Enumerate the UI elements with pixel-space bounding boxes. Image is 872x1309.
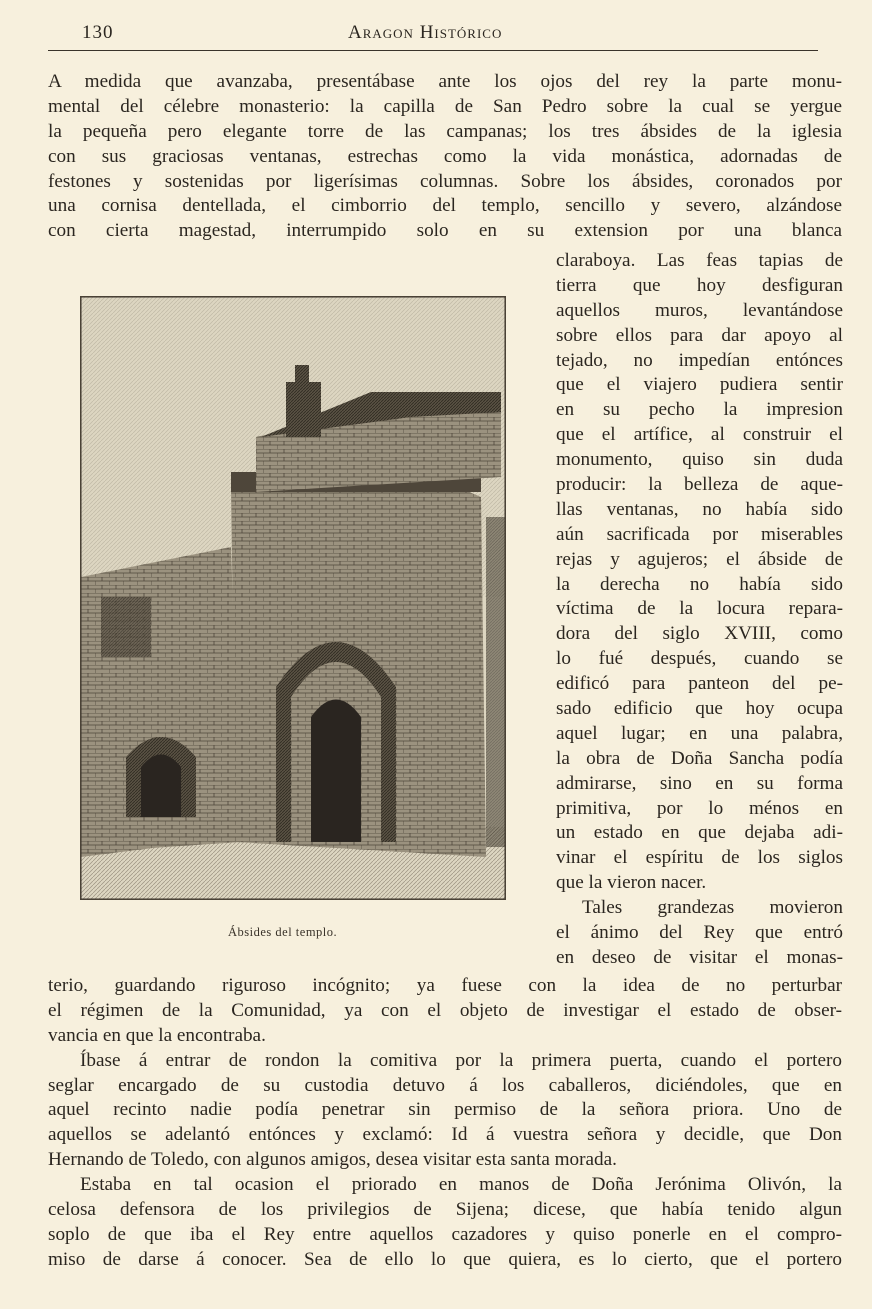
text-line: con cierta magestad, interrumpido solo en su extension por una blanca bbox=[48, 220, 842, 242]
text-line: Hernando de Toledo, con algunos amigos, desea visitar esta santa morada. bbox=[48, 1149, 617, 1171]
text-line: claraboya. Las feas tapias de bbox=[556, 250, 843, 271]
text-line: monumento, quiso sin duda bbox=[556, 449, 843, 471]
text-line: la obra de Doña Sancha podía bbox=[556, 747, 843, 769]
text-line: en deseo de visitar el monas- bbox=[556, 946, 843, 968]
top-paragraph bbox=[48, 70, 842, 244]
engraving-illustration bbox=[80, 296, 506, 900]
text-line: Íbase á entrar de rondon la comitiva por la primera puerta, cuando el portero bbox=[80, 1049, 842, 1071]
text-line: la pequeña pero elegante torre de las campanas; los tres ábsides de la iglesia bbox=[48, 120, 842, 142]
text-line: rejas y agujeros; el ábside de bbox=[556, 548, 843, 570]
figure-caption: Ábsides del templo. bbox=[228, 925, 338, 939]
text-line: festones y sostenidas por ligerísimas columnas. Sobre los ábsides, coronados por bbox=[48, 170, 842, 192]
text-line: sado edificio que hoy ocupa bbox=[556, 698, 843, 720]
text-line: aquellos muros, levantándose bbox=[556, 299, 843, 321]
page-number: 130 bbox=[82, 22, 114, 43]
bottom-paragraphs bbox=[48, 974, 842, 1273]
text-line: tejado, no impedían entónces bbox=[556, 349, 843, 371]
text-line: víctima de la locura repara- bbox=[556, 598, 843, 620]
text-line: mental del célebre monasterio: la capilla de San Pedro sobre la cual se yergue bbox=[48, 95, 842, 117]
text-line: que el viajero pudiera sentir bbox=[556, 374, 843, 396]
text-line: aquellos se adelantó entónces y exclamó: Id á vuestra señora y decidle, que Don bbox=[48, 1124, 842, 1146]
header-rule bbox=[48, 50, 818, 51]
church-apses-engraving bbox=[81, 297, 505, 899]
text-line: edificó para panteon del pe- bbox=[556, 673, 843, 695]
text-line: celosa defensora de los privilegios de Sijena; dicese, que había tenido algun bbox=[48, 1199, 842, 1221]
text-line: vinar el espíritu de los siglos bbox=[556, 847, 843, 869]
text-line: que el artífice, al construir el bbox=[556, 424, 843, 446]
text-line: lo fué después, cuando se bbox=[556, 648, 843, 670]
side-column bbox=[556, 249, 843, 971]
text-line: con sus graciosas ventanas, estrechas como la vida monástica, adornadas de bbox=[48, 145, 842, 167]
text-line: el régimen de la Comunidad, ya con el objeto de investigar el estado de obser- bbox=[48, 999, 842, 1021]
running-title: Aragon Histórico bbox=[348, 22, 503, 43]
text-line: un estado en que dejaba adi- bbox=[556, 822, 843, 844]
text-line: miso de darse á conocer. Sea de ello lo que quiera, es lo cierto, que el portero bbox=[48, 1248, 842, 1270]
text-line: una cornisa dentellada, el cimborrio del templo, sencillo y severo, alzándose bbox=[48, 195, 842, 217]
text-line: dora del siglo XVIII, como bbox=[556, 623, 843, 645]
page-header bbox=[48, 14, 818, 50]
text-line: primitiva, por lo ménos en bbox=[556, 797, 843, 819]
text-line: aún sacrificada por miserables bbox=[556, 523, 843, 545]
text-line: terio, guardando riguroso incógnito; ya fuese con la idea de no perturbar bbox=[48, 975, 842, 996]
text-line: en su pecho la impresion bbox=[556, 399, 843, 421]
text-line: vancia en que la encontraba. bbox=[48, 1024, 266, 1046]
text-line: el ánimo del Rey que entró bbox=[556, 922, 843, 944]
text-line: aquel lugar; en una palabra, bbox=[556, 722, 843, 744]
text-line: soplo de que iba el Rey entre aquellos cazadores y quiso ponerle en el compro- bbox=[48, 1223, 842, 1245]
text-line: A medida que avanzaba, presentábase ante los ojos del rey la parte monu- bbox=[48, 71, 842, 92]
text-line: sobre ellos para dar apoyo al bbox=[556, 324, 843, 346]
text-line: producir: la belleza de aque- bbox=[556, 474, 843, 496]
text-line: Estaba en tal ocasion el priorado en manos de Doña Jerónima Olivón, la bbox=[80, 1174, 842, 1196]
text-line: llas ventanas, no había sido bbox=[556, 498, 843, 520]
text-line: admirarse, sino en su forma bbox=[556, 772, 843, 794]
text-line: aquel recinto nadie podía penetrar sin permiso de la señora priora. Uno de bbox=[48, 1099, 842, 1121]
text-line: tierra que hoy desfiguran bbox=[556, 274, 843, 296]
text-line: que la vieron nacer. bbox=[556, 872, 707, 894]
text-line: la derecha no había sido bbox=[556, 573, 843, 595]
text-line: Tales grandezas movieron bbox=[582, 897, 843, 919]
text-line: seglar encargado de su custodia detuvo á los caballeros, diciéndoles, que en bbox=[48, 1074, 842, 1096]
